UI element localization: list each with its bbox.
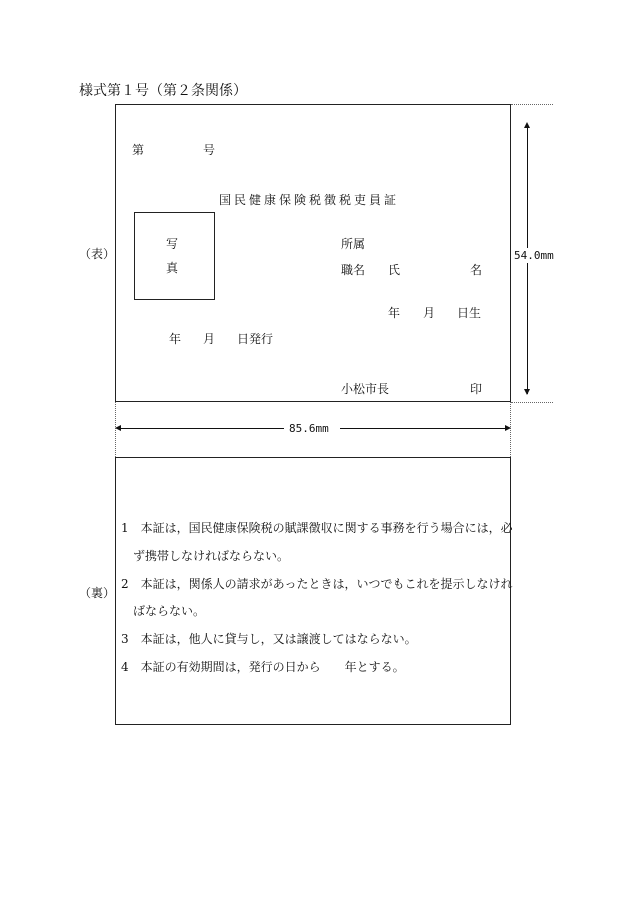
number-suffix: 号 (203, 143, 216, 157)
name-label: 氏 (388, 263, 401, 277)
arrow-right-icon (505, 425, 511, 431)
width-dimension-line-left (118, 428, 284, 429)
note-line: ず携帯しなければならない。 (133, 549, 290, 563)
width-dimension-line-right (340, 428, 508, 429)
form-title: 様式第１号（第２条関係） (79, 83, 247, 99)
issuer: 小松市長 (341, 382, 390, 396)
dim-guide-bottom (511, 402, 553, 403)
number-prefix: 第 (132, 143, 145, 157)
issue-day: 日発行 (237, 332, 274, 346)
birth-day: 日生 (457, 306, 482, 320)
dim-guide-top (511, 104, 553, 105)
back-side-label: （裏） (79, 586, 116, 600)
photo-label-line2: 真 (166, 261, 179, 275)
seal-mark: 印 (470, 382, 483, 396)
note-line: 3 本証は，他人に貸与し，又は譲渡してはならない。 (121, 632, 417, 646)
photo-box (134, 212, 215, 300)
birth-month: 月 (423, 306, 436, 320)
width-dimension-label: 85.6mm (289, 422, 329, 435)
affiliation-label: 所属 (341, 237, 366, 251)
arrow-left-icon (115, 425, 121, 431)
issue-month: 月 (203, 332, 216, 346)
arrow-down-icon (524, 389, 530, 395)
birth-year: 年 (388, 306, 401, 320)
note-line: 1 本証は，国民健康保険税の賦課徴収に関する事務を行う場合には，必 (121, 521, 513, 535)
photo-label-line1: 写 (166, 237, 179, 251)
card-title: 国民健康保険税徴税吏員証 (219, 193, 400, 207)
height-dimension-label: 54.0mm (514, 249, 554, 262)
card-back (115, 457, 511, 725)
issue-year: 年 (169, 332, 182, 346)
note-line: 2 本証は，関係人の請求があったときは，いつでもこれを提示しなけれ (121, 577, 513, 591)
job-title-label: 職名 (341, 263, 366, 277)
arrow-up-icon (524, 122, 530, 128)
front-side-label: （表） (79, 247, 116, 261)
note-line: 4 本証の有効期間は，発行の日から 年とする。 (121, 660, 405, 674)
note-line: ばならない。 (133, 604, 206, 618)
name-label-2: 名 (470, 263, 483, 277)
